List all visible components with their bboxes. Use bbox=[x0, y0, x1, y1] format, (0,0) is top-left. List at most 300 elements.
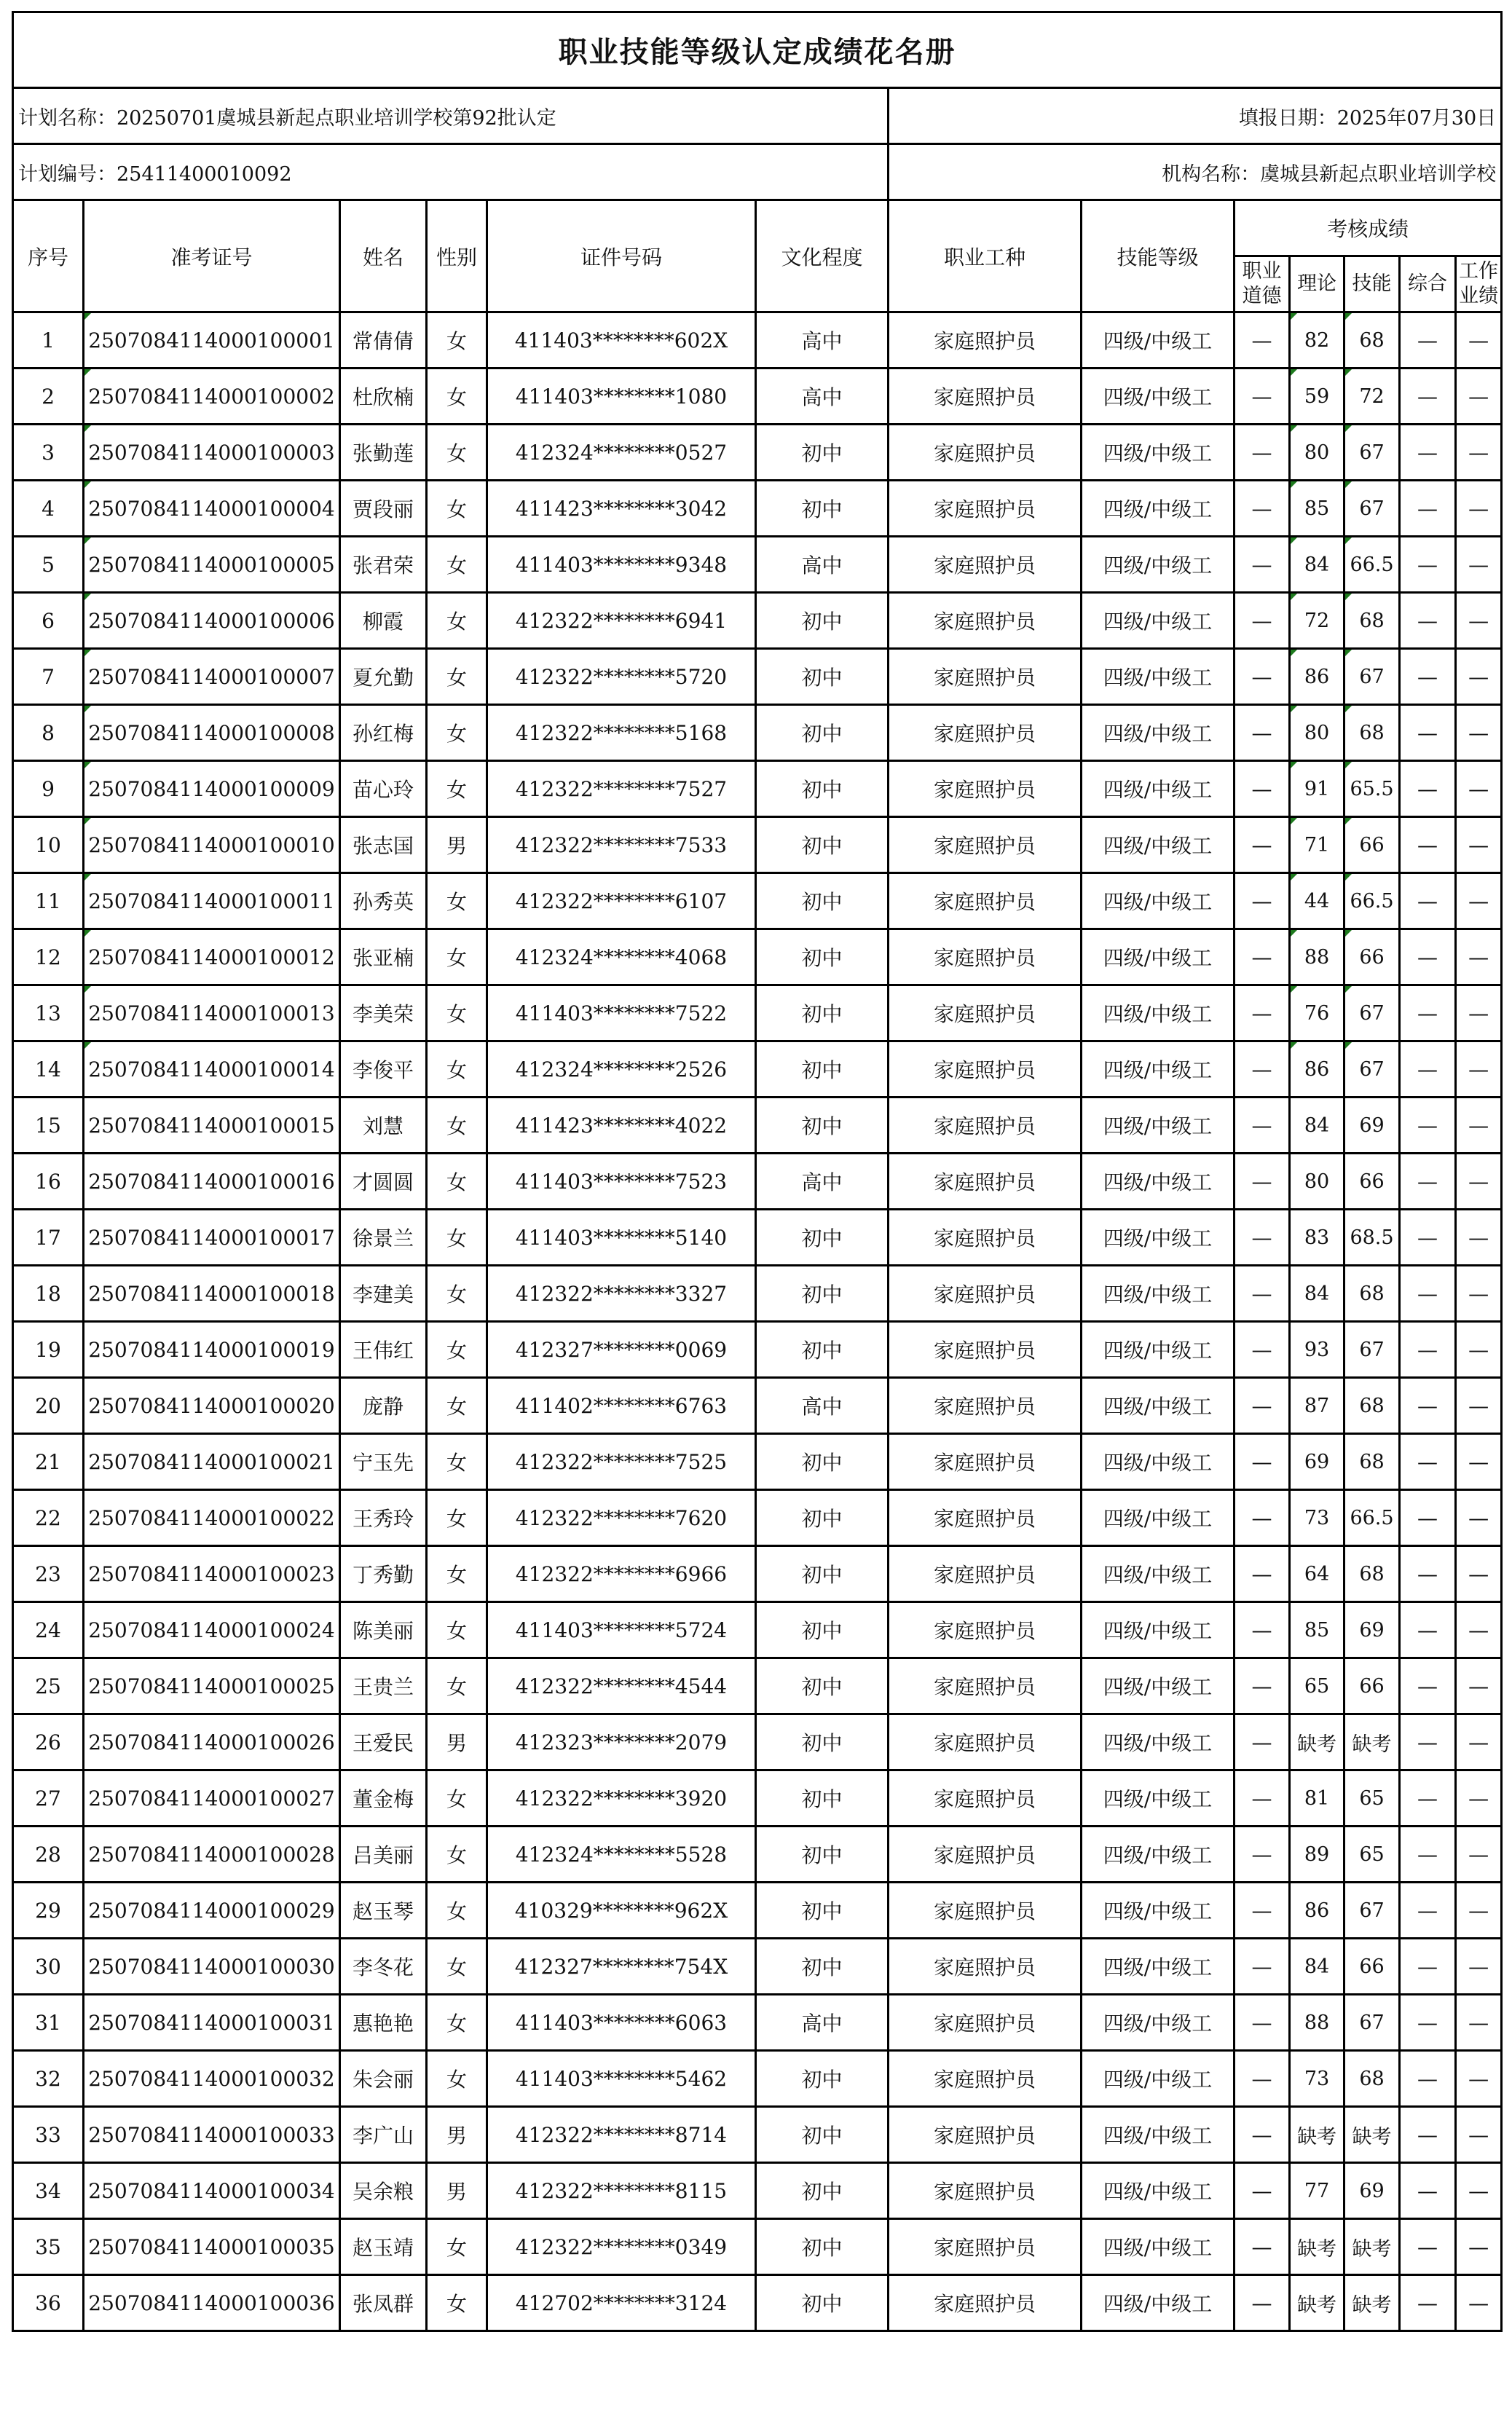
cell-exam-id: 2507084114000100034 bbox=[84, 2163, 340, 2219]
cell-occupation: 家庭照护员 bbox=[889, 312, 1082, 369]
table-row bbox=[13, 1827, 1502, 1883]
cell-name: 张志国 bbox=[340, 817, 427, 873]
cell-name: 吴余粮 bbox=[340, 2163, 427, 2219]
cell-exam-id: 2507084114000100005 bbox=[84, 537, 340, 593]
cell-theory: 85 bbox=[1290, 481, 1344, 537]
cell-ethics: — bbox=[1235, 761, 1290, 817]
cell-work-performance: — bbox=[1456, 1827, 1502, 1883]
cell-work-performance: — bbox=[1456, 817, 1502, 873]
cell-skill-level: 四级/中级工 bbox=[1082, 1041, 1235, 1098]
cell-name: 董金梅 bbox=[340, 1770, 427, 1827]
cell-ethics: — bbox=[1235, 369, 1290, 425]
cell-gender: 女 bbox=[427, 1266, 487, 1322]
cell-exam-id: 2507084114000100011 bbox=[84, 873, 340, 929]
cell-theory: 64 bbox=[1290, 1546, 1344, 1602]
cell-theory: 缺考 bbox=[1290, 2219, 1344, 2275]
cell-work-performance: — bbox=[1456, 1714, 1502, 1770]
cell-comprehensive: — bbox=[1400, 481, 1456, 537]
cell-comprehensive: — bbox=[1400, 705, 1456, 761]
cell-ethics: — bbox=[1235, 2163, 1290, 2219]
cell-work-performance: — bbox=[1456, 1098, 1502, 1154]
cell-gender: 女 bbox=[427, 1322, 487, 1378]
cell-theory: 73 bbox=[1290, 1490, 1344, 1546]
cell-id-number: 412323********2079 bbox=[487, 1714, 756, 1770]
cell-name: 王秀玲 bbox=[340, 1490, 427, 1546]
cell-skill: 缺考 bbox=[1344, 2275, 1400, 2331]
cell-seq: 8 bbox=[13, 705, 84, 761]
cell-name: 李俊平 bbox=[340, 1041, 427, 1098]
cell-id-number: 412322********3327 bbox=[487, 1266, 756, 1322]
cell-gender: 女 bbox=[427, 312, 487, 369]
cell-skill-level: 四级/中级工 bbox=[1082, 2219, 1235, 2275]
cell-comprehensive: — bbox=[1400, 1434, 1456, 1490]
cell-comprehensive: — bbox=[1400, 1995, 1456, 2051]
cell-id-number: 410329********962X bbox=[487, 1883, 756, 1939]
cell-skill: 68 bbox=[1344, 593, 1400, 649]
cell-work-performance: — bbox=[1456, 2107, 1502, 2163]
cell-ethics: — bbox=[1235, 2051, 1290, 2107]
cell-comprehensive: — bbox=[1400, 1658, 1456, 1714]
cell-work-performance: — bbox=[1456, 537, 1502, 593]
cell-skill: 67 bbox=[1344, 1995, 1400, 2051]
cell-education: 高中 bbox=[756, 537, 889, 593]
col-header-name: 姓名 bbox=[340, 200, 427, 312]
cell-education: 初中 bbox=[756, 1658, 889, 1714]
cell-seq: 18 bbox=[13, 1266, 84, 1322]
cell-theory: 73 bbox=[1290, 2051, 1344, 2107]
cell-name: 李冬花 bbox=[340, 1939, 427, 1995]
cell-comprehensive: — bbox=[1400, 1714, 1456, 1770]
cell-education: 初中 bbox=[756, 1098, 889, 1154]
cell-exam-id: 2507084114000100030 bbox=[84, 1939, 340, 1995]
cell-seq: 19 bbox=[13, 1322, 84, 1378]
col-header-work-performance: 工作业绩 bbox=[1456, 256, 1502, 312]
cell-skill-level: 四级/中级工 bbox=[1082, 761, 1235, 817]
table-row bbox=[13, 481, 1502, 537]
cell-comprehensive: — bbox=[1400, 761, 1456, 817]
cell-name: 吕美丽 bbox=[340, 1827, 427, 1883]
table-row bbox=[13, 705, 1502, 761]
col-header-ethics: 职业道德 bbox=[1235, 256, 1290, 312]
cell-seq: 2 bbox=[13, 369, 84, 425]
cell-education: 初中 bbox=[756, 2051, 889, 2107]
cell-id-number: 412322********6941 bbox=[487, 593, 756, 649]
cell-occupation: 家庭照护员 bbox=[889, 985, 1082, 1041]
cell-name: 贾段丽 bbox=[340, 481, 427, 537]
cell-exam-id: 2507084114000100026 bbox=[84, 1714, 340, 1770]
cell-skill-level: 四级/中级工 bbox=[1082, 1546, 1235, 1602]
cell-education: 初中 bbox=[756, 2219, 889, 2275]
cell-skill-level: 四级/中级工 bbox=[1082, 2275, 1235, 2331]
cell-comprehensive: — bbox=[1400, 929, 1456, 985]
cell-id-number: 412324********2526 bbox=[487, 1041, 756, 1098]
cell-gender: 女 bbox=[427, 1827, 487, 1883]
cell-exam-id: 2507084114000100022 bbox=[84, 1490, 340, 1546]
cell-education: 初中 bbox=[756, 481, 889, 537]
cell-id-number: 412322********3920 bbox=[487, 1770, 756, 1827]
cell-education: 高中 bbox=[756, 1995, 889, 2051]
cell-seq: 21 bbox=[13, 1434, 84, 1490]
cell-name: 李广山 bbox=[340, 2107, 427, 2163]
cell-work-performance: — bbox=[1456, 2219, 1502, 2275]
cell-skill-level: 四级/中级工 bbox=[1082, 2051, 1235, 2107]
cell-exam-id: 2507084114000100008 bbox=[84, 705, 340, 761]
cell-name: 才圆圆 bbox=[340, 1154, 427, 1210]
cell-comprehensive: — bbox=[1400, 2275, 1456, 2331]
cell-skill-level: 四级/中级工 bbox=[1082, 593, 1235, 649]
cell-theory: 91 bbox=[1290, 761, 1344, 817]
table-row bbox=[13, 1939, 1502, 1995]
cell-gender: 女 bbox=[427, 1490, 487, 1546]
cell-occupation: 家庭照护员 bbox=[889, 537, 1082, 593]
cell-id-number: 411403********7522 bbox=[487, 985, 756, 1041]
cell-exam-id: 2507084114000100012 bbox=[84, 929, 340, 985]
cell-gender: 女 bbox=[427, 369, 487, 425]
cell-ethics: — bbox=[1235, 1378, 1290, 1434]
cell-exam-id: 2507084114000100017 bbox=[84, 1210, 340, 1266]
plan-number: 计划编号：25411400010092 bbox=[13, 144, 889, 200]
cell-exam-id: 2507084114000100007 bbox=[84, 649, 340, 705]
cell-seq: 32 bbox=[13, 2051, 84, 2107]
cell-occupation: 家庭照护员 bbox=[889, 1041, 1082, 1098]
cell-occupation: 家庭照护员 bbox=[889, 425, 1082, 481]
cell-skill: 66 bbox=[1344, 817, 1400, 873]
cell-work-performance: — bbox=[1456, 1995, 1502, 2051]
cell-education: 初中 bbox=[756, 1714, 889, 1770]
cell-id-number: 411403********5462 bbox=[487, 2051, 756, 2107]
cell-skill-level: 四级/中级工 bbox=[1082, 1490, 1235, 1546]
cell-education: 初中 bbox=[756, 873, 889, 929]
cell-comprehensive: — bbox=[1400, 2051, 1456, 2107]
cell-ethics: — bbox=[1235, 1098, 1290, 1154]
cell-exam-id: 2507084114000100002 bbox=[84, 369, 340, 425]
cell-gender: 女 bbox=[427, 1154, 487, 1210]
cell-name: 杜欣楠 bbox=[340, 369, 427, 425]
cell-skill: 65.5 bbox=[1344, 761, 1400, 817]
cell-work-performance: — bbox=[1456, 1546, 1502, 1602]
cell-comprehensive: — bbox=[1400, 2107, 1456, 2163]
cell-work-performance: — bbox=[1456, 425, 1502, 481]
cell-exam-id: 2507084114000100021 bbox=[84, 1434, 340, 1490]
cell-id-number: 412322********4544 bbox=[487, 1658, 756, 1714]
cell-id-number: 411402********6763 bbox=[487, 1378, 756, 1434]
cell-gender: 女 bbox=[427, 985, 487, 1041]
cell-comprehensive: — bbox=[1400, 1827, 1456, 1883]
cell-ethics: — bbox=[1235, 481, 1290, 537]
cell-skill: 67 bbox=[1344, 481, 1400, 537]
cell-exam-id: 2507084114000100014 bbox=[84, 1041, 340, 1098]
cell-exam-id: 2507084114000100020 bbox=[84, 1378, 340, 1434]
cell-id-number: 412322********7527 bbox=[487, 761, 756, 817]
table-row bbox=[13, 1098, 1502, 1154]
cell-exam-id: 2507084114000100006 bbox=[84, 593, 340, 649]
col-header-seq: 序号 bbox=[13, 200, 84, 312]
cell-education: 高中 bbox=[756, 369, 889, 425]
cell-id-number: 412322********7525 bbox=[487, 1434, 756, 1490]
cell-name: 李建美 bbox=[340, 1266, 427, 1322]
table-row bbox=[13, 649, 1502, 705]
cell-occupation: 家庭照护员 bbox=[889, 1434, 1082, 1490]
cell-work-performance: — bbox=[1456, 2163, 1502, 2219]
cell-id-number: 412324********0527 bbox=[487, 425, 756, 481]
cell-work-performance: — bbox=[1456, 481, 1502, 537]
cell-occupation: 家庭照护员 bbox=[889, 481, 1082, 537]
cell-occupation: 家庭照护员 bbox=[889, 1714, 1082, 1770]
table-row bbox=[13, 2219, 1502, 2275]
cell-skill-level: 四级/中级工 bbox=[1082, 425, 1235, 481]
cell-work-performance: — bbox=[1456, 1041, 1502, 1098]
cell-skill: 68.5 bbox=[1344, 1210, 1400, 1266]
cell-skill: 67 bbox=[1344, 985, 1400, 1041]
table-row bbox=[13, 1770, 1502, 1827]
cell-theory: 80 bbox=[1290, 425, 1344, 481]
cell-skill-level: 四级/中级工 bbox=[1082, 369, 1235, 425]
cell-ethics: — bbox=[1235, 705, 1290, 761]
cell-gender: 女 bbox=[427, 1546, 487, 1602]
cell-occupation: 家庭照护员 bbox=[889, 593, 1082, 649]
cell-name: 李美荣 bbox=[340, 985, 427, 1041]
document-title: 职业技能等级认定成绩花名册 bbox=[13, 12, 1502, 88]
cell-gender: 女 bbox=[427, 1883, 487, 1939]
cell-comprehensive: — bbox=[1400, 2163, 1456, 2219]
cell-education: 高中 bbox=[756, 1378, 889, 1434]
col-header-skill: 技能 bbox=[1344, 256, 1400, 312]
cell-gender: 女 bbox=[427, 761, 487, 817]
cell-work-performance: — bbox=[1456, 705, 1502, 761]
cell-education: 初中 bbox=[756, 1210, 889, 1266]
cell-comprehensive: — bbox=[1400, 1266, 1456, 1322]
cell-skill-level: 四级/中级工 bbox=[1082, 1602, 1235, 1658]
cell-education: 初中 bbox=[756, 1546, 889, 1602]
table-row bbox=[13, 369, 1502, 425]
cell-occupation: 家庭照护员 bbox=[889, 1546, 1082, 1602]
cell-comprehensive: — bbox=[1400, 1490, 1456, 1546]
cell-skill: 69 bbox=[1344, 1602, 1400, 1658]
cell-ethics: — bbox=[1235, 1434, 1290, 1490]
cell-skill-level: 四级/中级工 bbox=[1082, 1322, 1235, 1378]
table-row bbox=[13, 2051, 1502, 2107]
cell-id-number: 411423********4022 bbox=[487, 1098, 756, 1154]
cell-gender: 男 bbox=[427, 1714, 487, 1770]
cell-seq: 26 bbox=[13, 1714, 84, 1770]
cell-gender: 女 bbox=[427, 2275, 487, 2331]
cell-skill: 66.5 bbox=[1344, 1490, 1400, 1546]
cell-seq: 5 bbox=[13, 537, 84, 593]
cell-seq: 23 bbox=[13, 1546, 84, 1602]
cell-exam-id: 2507084114000100009 bbox=[84, 761, 340, 817]
cell-comprehensive: — bbox=[1400, 1378, 1456, 1434]
cell-seq: 15 bbox=[13, 1098, 84, 1154]
cell-ethics: — bbox=[1235, 929, 1290, 985]
cell-seq: 20 bbox=[13, 1378, 84, 1434]
cell-comprehensive: — bbox=[1400, 593, 1456, 649]
cell-occupation: 家庭照护员 bbox=[889, 1995, 1082, 2051]
cell-work-performance: — bbox=[1456, 985, 1502, 1041]
cell-name: 张君荣 bbox=[340, 537, 427, 593]
cell-theory: 93 bbox=[1290, 1322, 1344, 1378]
cell-skill-level: 四级/中级工 bbox=[1082, 929, 1235, 985]
cell-occupation: 家庭照护员 bbox=[889, 1490, 1082, 1546]
cell-work-performance: — bbox=[1456, 1434, 1502, 1490]
cell-gender: 女 bbox=[427, 1210, 487, 1266]
cell-occupation: 家庭照护员 bbox=[889, 1602, 1082, 1658]
cell-ethics: — bbox=[1235, 2275, 1290, 2331]
cell-gender: 男 bbox=[427, 817, 487, 873]
cell-id-number: 412327********0069 bbox=[487, 1322, 756, 1378]
cell-skill-level: 四级/中级工 bbox=[1082, 1770, 1235, 1827]
cell-occupation: 家庭照护员 bbox=[889, 1770, 1082, 1827]
cell-education: 初中 bbox=[756, 761, 889, 817]
cell-occupation: 家庭照护员 bbox=[889, 649, 1082, 705]
cell-skill: 缺考 bbox=[1344, 2107, 1400, 2163]
col-header-scores-group: 考核成绩 bbox=[1235, 200, 1502, 256]
table-row bbox=[13, 1154, 1502, 1210]
cell-exam-id: 2507084114000100033 bbox=[84, 2107, 340, 2163]
cell-skill: 67 bbox=[1344, 1883, 1400, 1939]
cell-education: 高中 bbox=[756, 312, 889, 369]
cell-occupation: 家庭照护员 bbox=[889, 873, 1082, 929]
cell-id-number: 412322********6966 bbox=[487, 1546, 756, 1602]
table-row bbox=[13, 2107, 1502, 2163]
table-row bbox=[13, 1995, 1502, 2051]
cell-exam-id: 2507084114000100027 bbox=[84, 1770, 340, 1827]
cell-exam-id: 2507084114000100025 bbox=[84, 1658, 340, 1714]
cell-gender: 女 bbox=[427, 1602, 487, 1658]
cell-exam-id: 2507084114000100010 bbox=[84, 817, 340, 873]
cell-ethics: — bbox=[1235, 1041, 1290, 1098]
col-header-occupation: 职业工种 bbox=[889, 200, 1082, 312]
cell-id-number: 412322********5720 bbox=[487, 649, 756, 705]
cell-education: 初中 bbox=[756, 649, 889, 705]
cell-ethics: — bbox=[1235, 425, 1290, 481]
cell-seq: 3 bbox=[13, 425, 84, 481]
col-header-gender: 性别 bbox=[427, 200, 487, 312]
cell-education: 初中 bbox=[756, 817, 889, 873]
cell-exam-id: 2507084114000100015 bbox=[84, 1098, 340, 1154]
cell-skill: 68 bbox=[1344, 705, 1400, 761]
cell-seq: 27 bbox=[13, 1770, 84, 1827]
cell-name: 张勤莲 bbox=[340, 425, 427, 481]
col-header-theory: 理论 bbox=[1290, 256, 1344, 312]
cell-gender: 女 bbox=[427, 929, 487, 985]
cell-skill-level: 四级/中级工 bbox=[1082, 1378, 1235, 1434]
cell-theory: 缺考 bbox=[1290, 2107, 1344, 2163]
cell-gender: 女 bbox=[427, 1939, 487, 1995]
cell-seq: 14 bbox=[13, 1041, 84, 1098]
cell-name: 徐景兰 bbox=[340, 1210, 427, 1266]
cell-ethics: — bbox=[1235, 1883, 1290, 1939]
cell-skill-level: 四级/中级工 bbox=[1082, 1995, 1235, 2051]
cell-gender: 女 bbox=[427, 1770, 487, 1827]
cell-theory: 65 bbox=[1290, 1658, 1344, 1714]
cell-theory: 86 bbox=[1290, 1041, 1344, 1098]
cell-skill: 66 bbox=[1344, 1154, 1400, 1210]
cell-ethics: — bbox=[1235, 985, 1290, 1041]
cell-work-performance: — bbox=[1456, 593, 1502, 649]
cell-name: 孙秀英 bbox=[340, 873, 427, 929]
cell-theory: 88 bbox=[1290, 1995, 1344, 2051]
cell-theory: 69 bbox=[1290, 1434, 1344, 1490]
cell-seq: 7 bbox=[13, 649, 84, 705]
cell-seq: 35 bbox=[13, 2219, 84, 2275]
cell-name: 陈美丽 bbox=[340, 1602, 427, 1658]
cell-exam-id: 2507084114000100024 bbox=[84, 1602, 340, 1658]
cell-theory: 84 bbox=[1290, 537, 1344, 593]
cell-comprehensive: — bbox=[1400, 1154, 1456, 1210]
cell-exam-id: 2507084114000100001 bbox=[84, 312, 340, 369]
col-header-skill-level: 技能等级 bbox=[1082, 200, 1235, 312]
cell-occupation: 家庭照护员 bbox=[889, 1658, 1082, 1714]
cell-seq: 33 bbox=[13, 2107, 84, 2163]
cell-work-performance: — bbox=[1456, 312, 1502, 369]
cell-theory: 缺考 bbox=[1290, 2275, 1344, 2331]
cell-gender: 女 bbox=[427, 1041, 487, 1098]
cell-id-number: 412322********7533 bbox=[487, 817, 756, 873]
cell-work-performance: — bbox=[1456, 2051, 1502, 2107]
cell-seq: 12 bbox=[13, 929, 84, 985]
table-row bbox=[13, 1378, 1502, 1434]
cell-skill: 68 bbox=[1344, 1378, 1400, 1434]
cell-work-performance: — bbox=[1456, 1883, 1502, 1939]
cell-id-number: 411423********3042 bbox=[487, 481, 756, 537]
cell-theory: 88 bbox=[1290, 929, 1344, 985]
cell-work-performance: — bbox=[1456, 873, 1502, 929]
cell-seq: 9 bbox=[13, 761, 84, 817]
table-row bbox=[13, 1041, 1502, 1098]
cell-occupation: 家庭照护员 bbox=[889, 1939, 1082, 1995]
cell-comprehensive: — bbox=[1400, 1546, 1456, 1602]
col-header-comprehensive: 综合 bbox=[1400, 256, 1456, 312]
cell-work-performance: — bbox=[1456, 1490, 1502, 1546]
cell-work-performance: — bbox=[1456, 761, 1502, 817]
cell-seq: 1 bbox=[13, 312, 84, 369]
cell-education: 初中 bbox=[756, 2163, 889, 2219]
cell-comprehensive: — bbox=[1400, 649, 1456, 705]
cell-seq: 11 bbox=[13, 873, 84, 929]
cell-work-performance: — bbox=[1456, 649, 1502, 705]
cell-skill-level: 四级/中级工 bbox=[1082, 537, 1235, 593]
cell-occupation: 家庭照护员 bbox=[889, 369, 1082, 425]
cell-id-number: 411403********5724 bbox=[487, 1602, 756, 1658]
cell-comprehensive: — bbox=[1400, 985, 1456, 1041]
cell-seq: 16 bbox=[13, 1154, 84, 1210]
cell-name: 夏允勤 bbox=[340, 649, 427, 705]
cell-seq: 30 bbox=[13, 1939, 84, 1995]
table-row bbox=[13, 1546, 1502, 1602]
cell-skill: 68 bbox=[1344, 1434, 1400, 1490]
cell-gender: 女 bbox=[427, 2051, 487, 2107]
cell-skill: 缺考 bbox=[1344, 1714, 1400, 1770]
cell-occupation: 家庭照护员 bbox=[889, 2107, 1082, 2163]
cell-skill: 66.5 bbox=[1344, 873, 1400, 929]
cell-exam-id: 2507084114000100004 bbox=[84, 481, 340, 537]
cell-theory: 76 bbox=[1290, 985, 1344, 1041]
cell-theory: 84 bbox=[1290, 1098, 1344, 1154]
cell-skill: 66.5 bbox=[1344, 537, 1400, 593]
plan-name: 计划名称：20250701虞城县新起点职业培训学校第92批认定 bbox=[13, 88, 889, 144]
cell-name: 庞静 bbox=[340, 1378, 427, 1434]
table-row bbox=[13, 537, 1502, 593]
cell-education: 初中 bbox=[756, 1883, 889, 1939]
cell-skill-level: 四级/中级工 bbox=[1082, 312, 1235, 369]
cell-ethics: — bbox=[1235, 649, 1290, 705]
cell-skill-level: 四级/中级工 bbox=[1082, 705, 1235, 761]
cell-occupation: 家庭照护员 bbox=[889, 1098, 1082, 1154]
cell-theory: 84 bbox=[1290, 1266, 1344, 1322]
cell-skill: 67 bbox=[1344, 425, 1400, 481]
cell-gender: 男 bbox=[427, 2107, 487, 2163]
cell-occupation: 家庭照护员 bbox=[889, 1378, 1082, 1434]
